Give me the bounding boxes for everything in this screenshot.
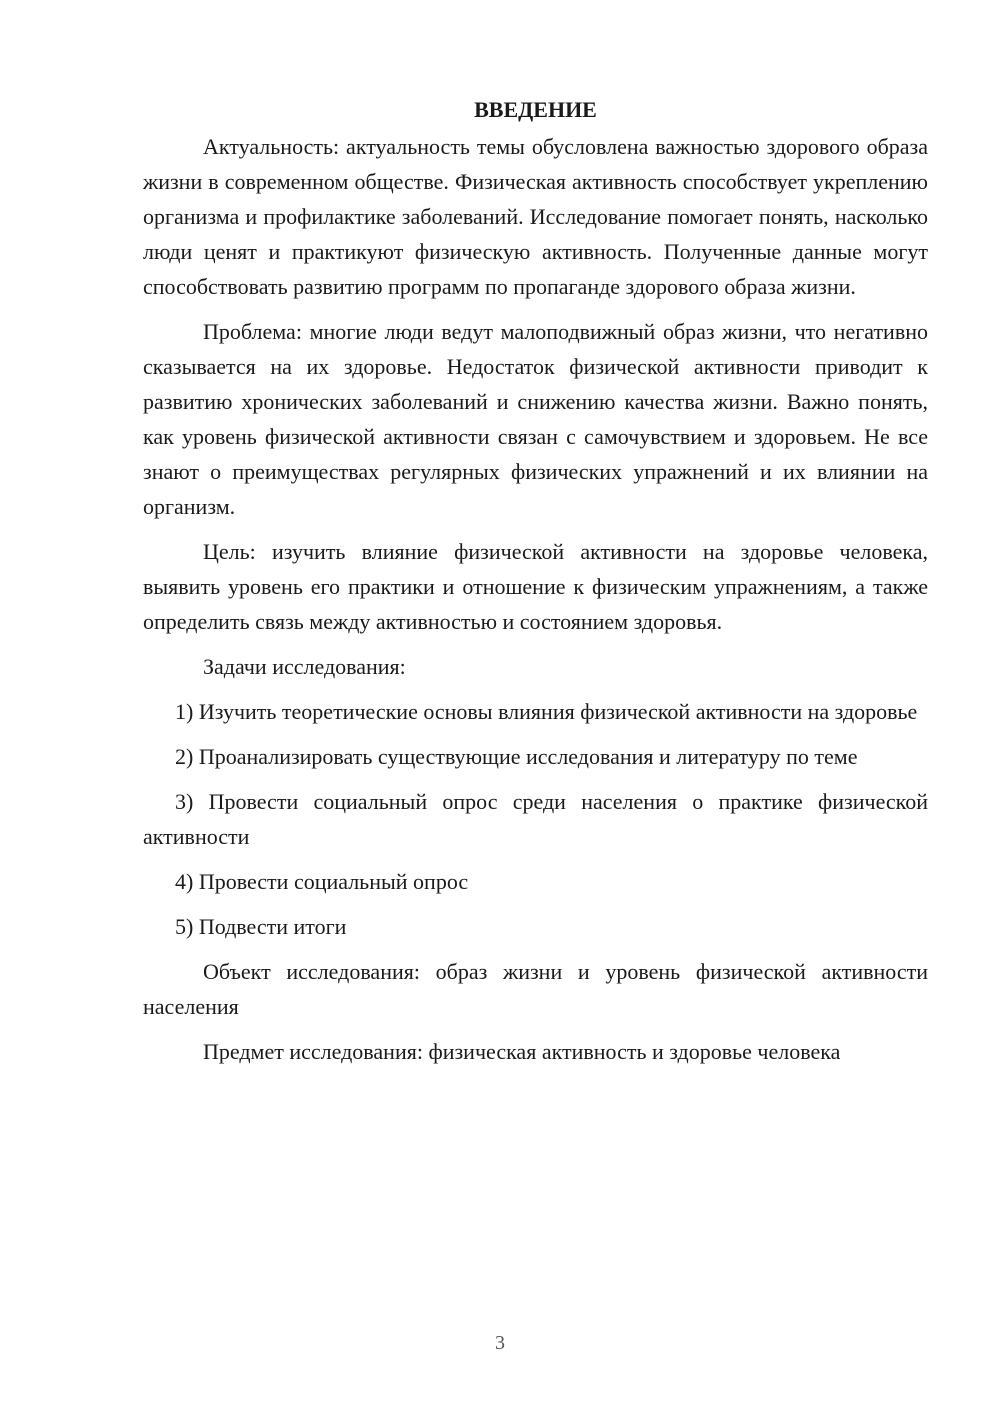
task-item-1: 1) Изучить теоретические основы влияния физической активности на здоровье [175,699,918,724]
task-item-4: 4) Провести социальный опрос [175,869,469,894]
document-page [143,92,928,1079]
task-item-3: 3) Провести социальный опрос среди населения о практике физической активности [143,789,928,849]
page-number: 3 [495,1332,505,1354]
tasks-heading: Задачи исследования: [203,654,406,679]
subject-paragraph: Предмет исследования: физическая активность и здоровье человека [203,1039,841,1064]
problem-paragraph: Проблема: многие люди ведут малоподвижный образ жизни, что негативно сказывается на их здоровье. Недостаток физической активности приводит к развитию хронических заболеваний и снижению качества жизни. Важно понять, как уровень физической активности связан с самочувствием и здоровьем. Не все знают о преимуществах регулярных физических упражнений и их влиянии на организм. [143,319,928,519]
task-item-5: 5) Подвести итоги [175,914,347,939]
object-paragraph: Объект исследования: образ жизни и уровень физической активности населения [143,959,928,1019]
relevance-paragraph: Актуальность: актуальность темы обусловлена важностью здорового образа жизни в современном обществе. Физическая активность способствует укреплению организма и профилактике заболеваний. Исследование помогает понять, насколько люди ценят и практикуют физическую активность. Полученные данные могут способствовать развитию программ по пропаганде здорового образа жизни. [143,134,928,299]
page-title: ВВЕДЕНИЕ [474,97,597,122]
task-item-2: 2) Проанализировать существующие исследования и литературу по теме [175,744,858,769]
goal-paragraph: Цель: изучить влияние физической активности на здоровье человека, выявить уровень его практики и отношение к физическим упражнениям, а также определить связь между активностью и состоянием здоровья. [143,539,928,634]
